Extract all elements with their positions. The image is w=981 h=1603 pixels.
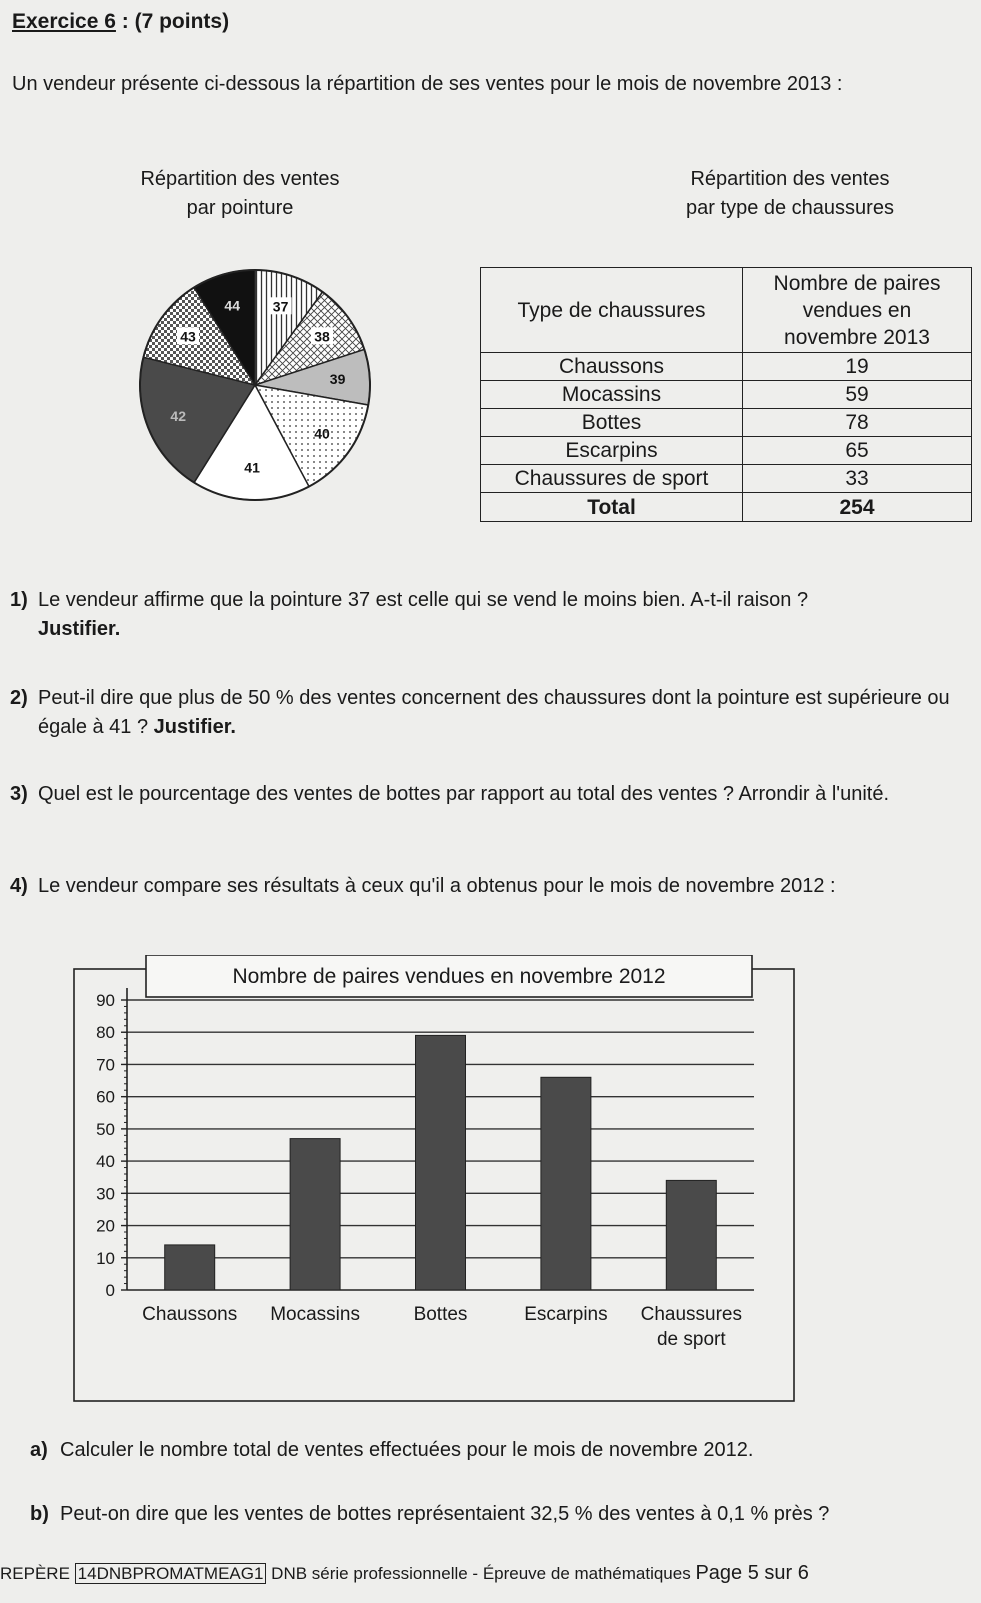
table-caption [620,165,960,223]
total-label: Total [481,493,743,522]
table-row [481,409,972,437]
question-4a-number: a) [30,1439,48,1461]
cell-type: Mocassins [481,381,743,409]
col-header-count-line3: novembre 2013 [784,325,930,349]
y-tick-label: 40 [96,1152,115,1172]
chart-title: Nombre de paires vendues en novembre 2012 [232,965,666,988]
footer-code: 14DNBPROMATMEAG1 [75,1563,267,1584]
cell-type: Bottes [481,409,743,437]
pie-label-41: 41 [244,459,260,476]
table-caption-line1: Répartition des ventes [690,168,890,190]
bar-bottes [416,1035,466,1290]
pie-caption-line1: Répartition des ventes [140,168,340,190]
x-tick-label: Mocassins [270,1304,360,1325]
cell-count: 78 [743,409,972,437]
x-tick-label: Escarpins [524,1304,608,1325]
cell-count: 59 [743,381,972,409]
question-2 [10,684,970,742]
exercise-label: Exercice 6 [12,10,116,33]
y-tick-label: 90 [96,991,115,1010]
question-3-text: Quel est le pourcentage des ventes de bottes par rapport au total des ventes ? Arrondir à l'unité. [38,783,890,805]
cell-count: 65 [743,437,972,465]
question-4b-number: b) [30,1503,49,1525]
table-row [481,465,972,493]
col-header-count [743,268,972,353]
x-tick-label: Bottes [413,1304,468,1325]
y-tick-label: 80 [96,1023,115,1043]
question-1-bold: Justifier. [38,618,121,640]
sales-table [480,267,972,522]
question-4 [10,872,970,901]
cell-type: Chaussures de sport [481,465,743,493]
question-4a-text: Calculer le nombre total de ventes effectuées pour le mois de novembre 2012. [60,1439,754,1461]
pie-label-44: 44 [224,297,240,314]
table-row [481,437,972,465]
pie-caption-line2: par pointure [186,197,294,219]
table-row [481,353,972,381]
table-total-row [481,493,972,522]
exercise-points: : (7 points) [115,10,230,33]
x-tick-label: de sport [656,1329,726,1350]
table-caption-line2: par type de chaussures [686,197,894,219]
question-4-text: Le vendeur compare ses résultats à ceux qu'il a obtenus pour le mois de novembre 2012 : [38,875,836,897]
question-4b [30,1500,965,1529]
page-footer [0,1562,981,1585]
cell-type: Escarpins [481,437,743,465]
bar-escarpins [541,1077,591,1290]
y-tick-label: 0 [105,1281,115,1300]
pie-label-40: 40 [314,425,330,442]
pie-label-38: 38 [314,328,330,345]
footer-description: DNB série professionnelle - Épreuve de mathématiques [271,1564,691,1583]
cell-count: 33 [743,465,972,493]
total-value: 254 [743,493,972,522]
y-tick-label: 10 [96,1248,115,1268]
cell-type: Chaussons [481,353,743,381]
cell-count: 19 [743,353,972,381]
footer-page: Page 5 sur 6 [695,1562,809,1584]
question-2-text: Peut-il dire que plus de 50 % des ventes concernent des chaussures dont la pointure est supérieure ou égale à 41 ? [38,687,950,738]
bar-chaussures-de-sport [666,1180,716,1290]
question-4b-text: Peut-on dire que les ventes de bottes représentaient 32,5 % des ventes à 0,1 % près ? [60,1503,830,1525]
exercise-title [12,10,229,34]
question-2-bold: Justifier. [153,716,236,738]
pie-chart [125,255,385,515]
pie-label-42: 42 [170,408,186,424]
col-header-count-line1: Nombre de paires [773,271,941,295]
question-4-number: 4) [10,875,28,897]
pie-label-37: 37 [272,298,289,315]
table-header-row [481,268,972,353]
question-3-number: 3) [10,783,28,805]
x-tick-label: Chaussures [640,1304,742,1325]
question-1 [10,586,970,644]
pie-caption [90,165,390,223]
footer-repere: REPÈRE [0,1564,70,1583]
question-3 [10,780,970,809]
y-tick-label: 70 [96,1055,115,1075]
col-header-type: Type de chaussures [481,268,743,353]
x-tick-label: Chaussons [142,1304,238,1325]
pie-label-39: 39 [329,371,346,388]
y-tick-label: 20 [96,1216,115,1236]
intro-text: Un vendeur présente ci-dessous la répartition de ses ventes pour le mois de novembre 2013 : [12,73,843,95]
pie-label-43: 43 [180,328,196,345]
table-row [481,381,972,409]
y-tick-label: 60 [96,1087,115,1107]
question-2-number: 2) [10,687,28,709]
bar-chart [72,955,797,1405]
bar-chaussons [165,1245,215,1290]
col-header-count-line2: vendues en [802,298,912,322]
question-1-number: 1) [10,589,28,611]
question-4a [30,1436,965,1465]
bar-mocassins [290,1139,340,1290]
y-tick-label: 50 [96,1119,115,1139]
y-tick-label: 30 [96,1184,115,1204]
question-1-text: Le vendeur affirme que la pointure 37 est celle qui se vend le moins bien. A-t-il raison ? [38,589,809,611]
